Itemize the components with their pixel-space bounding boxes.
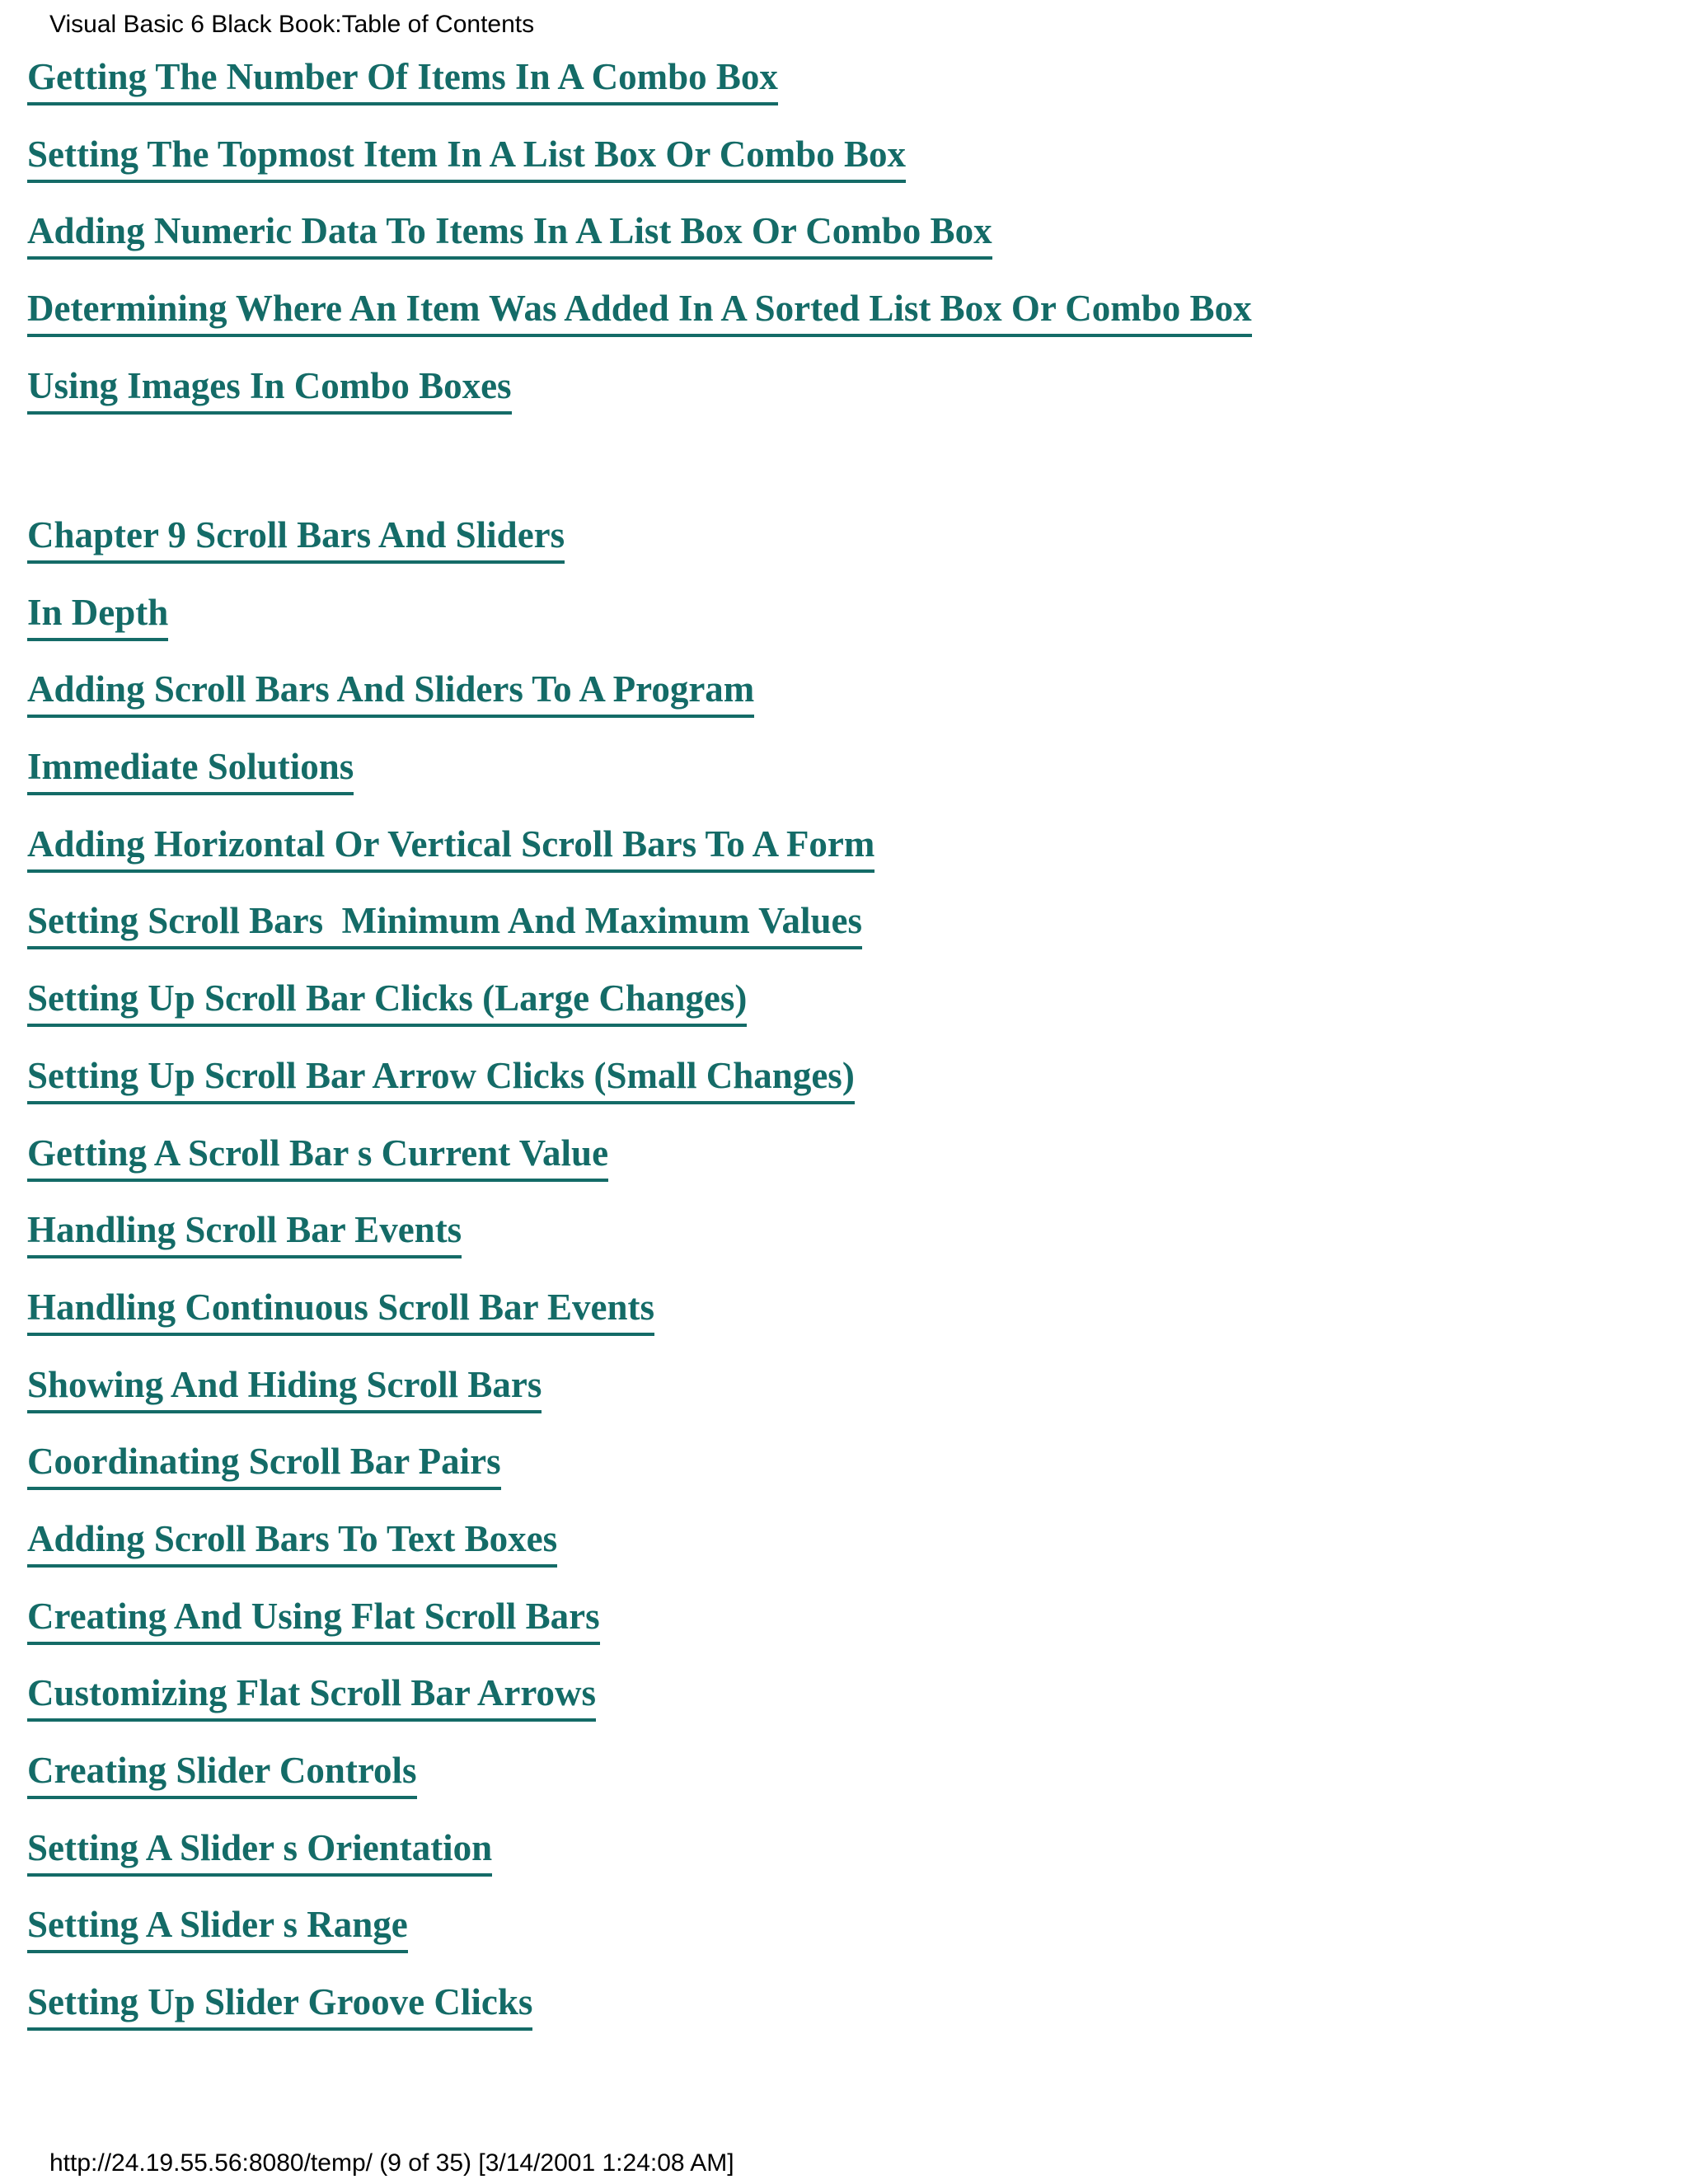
toc-link-adding-numeric-data[interactable]: Adding Numeric Data To Items In A List Box Or Combo Box <box>27 205 992 260</box>
toc-item <box>27 129 1252 206</box>
toc-item <box>27 1282 874 1359</box>
toc-link-continuous-scroll-bar-events[interactable]: Handling Continuous Scroll Bar Events <box>27 1282 654 1336</box>
toc-item <box>27 741 874 818</box>
toc-item <box>27 1745 874 1822</box>
toc-link-determining-where-item-added[interactable]: Determining Where An Item Was Added In A Sorted List Box Or Combo Box <box>27 283 1252 337</box>
toc-link-adding-horizontal-vertical-scroll-bars[interactable]: Adding Horizontal Or Vertical Scroll Bars To A Form <box>27 818 874 873</box>
toc-link-showing-hiding-scroll-bars[interactable]: Showing And Hiding Scroll Bars <box>27 1359 542 1413</box>
toc-link-slider-groove-clicks[interactable]: Setting Up Slider Groove Clicks <box>27 1976 532 2031</box>
toc-item <box>27 1591 874 1668</box>
toc-item <box>27 51 1252 129</box>
toc-link-getting-number-of-items[interactable]: Getting The Number Of Items In A Combo Box <box>27 51 778 105</box>
toc-link-scroll-bars-to-text-boxes[interactable]: Adding Scroll Bars To Text Boxes <box>27 1513 557 1568</box>
toc-item <box>27 205 1252 283</box>
toc-link-coordinating-scroll-bar-pairs[interactable]: Coordinating Scroll Bar Pairs <box>27 1436 501 1490</box>
toc-item <box>27 283 1252 360</box>
toc-item <box>27 1050 874 1127</box>
toc-item <box>27 972 874 1050</box>
toc-link-chapter-9[interactable]: Chapter 9 Scroll Bars And Sliders <box>27 509 565 564</box>
toc-item <box>27 1204 874 1282</box>
toc-link-flat-scroll-bars[interactable]: Creating And Using Flat Scroll Bars <box>27 1591 600 1645</box>
toc-item <box>27 360 1252 438</box>
toc-link-flat-scroll-bar-arrows[interactable]: Customizing Flat Scroll Bar Arrows <box>27 1667 596 1722</box>
toc-item <box>27 509 874 587</box>
toc-list-combo-box <box>27 51 1252 437</box>
toc-item <box>27 1436 874 1513</box>
toc-link-immediate-solutions[interactable]: Immediate Solutions <box>27 741 354 795</box>
toc-item <box>27 1667 874 1745</box>
toc-item <box>27 1822 874 1900</box>
page-footer-url: http://24.19.55.56:8080/temp/ (9 of 35) [3/14/2001 1:24:08 AM] <box>49 2149 734 2177</box>
toc-link-setting-min-max-values[interactable]: Setting Scroll Bars Minimum And Maximum Values <box>27 895 862 949</box>
toc-list-chapter-9 <box>27 509 874 2054</box>
toc-link-in-depth[interactable]: In Depth <box>27 587 168 641</box>
toc-link-setting-topmost-item[interactable]: Setting The Topmost Item In A List Box Or Combo Box <box>27 129 906 183</box>
toc-link-using-images-in-combo-boxes[interactable]: Using Images In Combo Boxes <box>27 360 512 415</box>
toc-item <box>27 1359 874 1436</box>
page-header: Visual Basic 6 Black Book:Table of Contents <box>49 11 535 38</box>
toc-link-slider-orientation[interactable]: Setting A Slider s Orientation <box>27 1822 492 1877</box>
toc-link-current-value[interactable]: Getting A Scroll Bar s Current Value <box>27 1127 608 1182</box>
toc-item <box>27 663 874 741</box>
toc-link-slider-range[interactable]: Setting A Slider s Range <box>27 1899 408 1953</box>
toc-item <box>27 587 874 664</box>
toc-item <box>27 818 874 896</box>
toc-link-handling-scroll-bar-events[interactable]: Handling Scroll Bar Events <box>27 1204 462 1258</box>
toc-link-small-changes[interactable]: Setting Up Scroll Bar Arrow Clicks (Small Changes) <box>27 1050 855 1104</box>
toc-item <box>27 1127 874 1205</box>
toc-link-large-changes[interactable]: Setting Up Scroll Bar Clicks (Large Changes) <box>27 972 747 1027</box>
toc-item <box>27 895 874 972</box>
toc-item <box>27 1899 874 1976</box>
toc-item <box>27 1513 874 1591</box>
toc-link-adding-scroll-bars-and-sliders[interactable]: Adding Scroll Bars And Sliders To A Program <box>27 663 754 718</box>
toc-link-creating-slider-controls[interactable]: Creating Slider Controls <box>27 1745 417 1799</box>
toc-item <box>27 1976 874 2054</box>
